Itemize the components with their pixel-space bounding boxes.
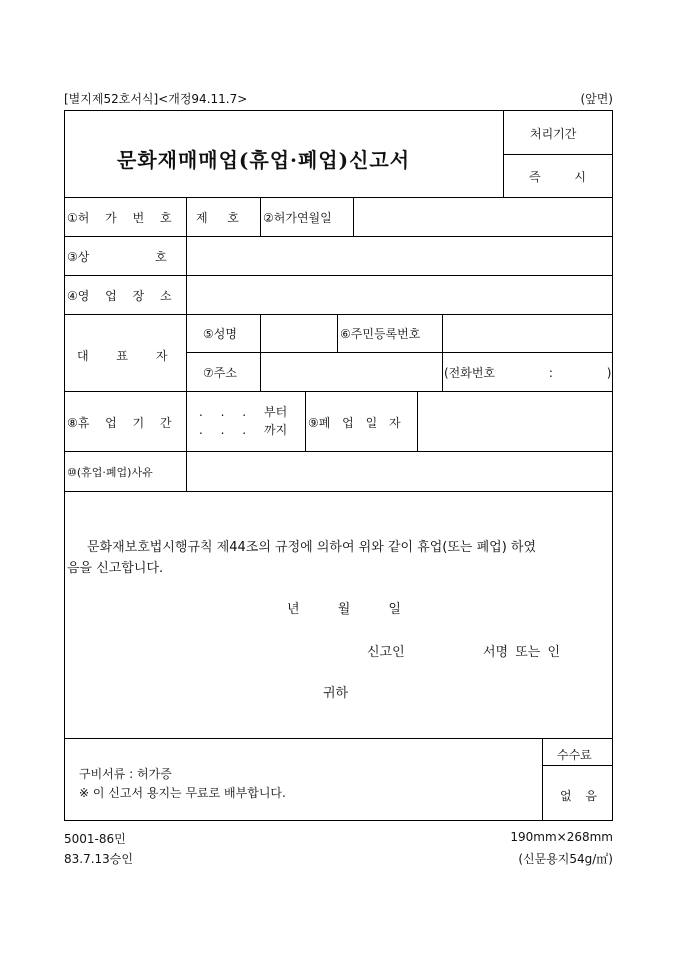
fee-divider (542, 738, 543, 821)
processing-label: 처리기간 (530, 127, 577, 141)
processing-divider (503, 154, 613, 155)
rep-middle-line (186, 352, 613, 353)
rep-divider-2 (337, 314, 338, 352)
label-column-line (186, 197, 187, 491)
paper-size: 190mm×268mm (510, 830, 613, 844)
required-documents: 구비서류 : 허가증 (79, 767, 172, 781)
permit-date-divider (353, 197, 354, 236)
row6-line (65, 451, 613, 452)
closure-date-label: ⑨폐 업 일 자 (308, 416, 401, 430)
applicant-label: 신고인 (367, 645, 405, 660)
fee-line (542, 765, 613, 766)
title-bottom-line (65, 197, 613, 198)
business-place-label: ④영 업 장 소 (67, 289, 172, 303)
row2-line (65, 275, 613, 276)
suspension-period-label: ⑧휴 업 기 간 (67, 416, 172, 430)
page-side: (앞면) (580, 92, 613, 106)
permit-number-prefix: 제 호 (196, 211, 239, 225)
permit-date-label: ②허가연월일 (263, 211, 332, 225)
row5-line (65, 391, 613, 392)
fee-value: 없 음 (560, 789, 597, 803)
name-label: ⑤성명 (203, 327, 237, 341)
trade-name-label (67, 248, 181, 265)
report-form (64, 110, 613, 821)
row3-line (65, 314, 613, 315)
representative-label: 대 표 자 (77, 349, 168, 363)
statement-line-2: 음을 신고합니다. (67, 561, 164, 576)
permit-number-label: ①허 가 번 호 (67, 211, 172, 225)
addressee-label: 귀하 (323, 686, 349, 701)
from-label: 부터 (264, 405, 288, 419)
form-title: 문화재매매업(휴업·폐업)신고서 (117, 148, 411, 172)
reason-label: ⑩(휴업·폐업)사유 (67, 466, 153, 479)
phone-text: (전화번호 : ) (444, 366, 612, 380)
signature-label: 서명 또는 인 (483, 645, 561, 660)
closure-date-divider (417, 391, 418, 451)
fee-label: 수수료 (557, 748, 592, 762)
statement-line-1: 문화재보호법시행규칙 제44조의 규정에 의하여 위와 같이 휴업(또는 폐업) 하였 (87, 540, 537, 555)
form-reference: [별지제52호서식]<개정94.11.7> (64, 92, 248, 106)
permit-no-divider (260, 197, 261, 236)
paper-type: (신문용지54g/㎡) (518, 852, 613, 866)
row7-line (65, 491, 613, 492)
row1-line (65, 236, 613, 237)
suspension-divider (305, 391, 306, 451)
to-date-dots: . . . (199, 423, 247, 437)
to-label: 까지 (264, 423, 288, 437)
date-line: 년 월 일 (287, 602, 401, 617)
trade-name-text: ③상 호 (67, 250, 167, 264)
from-date-dots: . . . (199, 405, 247, 419)
address-label: ⑦주소 (203, 366, 237, 380)
approval-date: 83.7.13승인 (64, 852, 133, 866)
body-bottom-line (65, 738, 613, 739)
form-code: 5001-86민 (64, 832, 126, 846)
processing-value: 즉 시 (529, 170, 586, 184)
phone-label (444, 364, 611, 381)
resident-number-label: ⑥주민등록번호 (340, 327, 421, 341)
free-distribution-note: ※ 이 신고서 용지는 무료로 배부합니다. (79, 786, 286, 800)
